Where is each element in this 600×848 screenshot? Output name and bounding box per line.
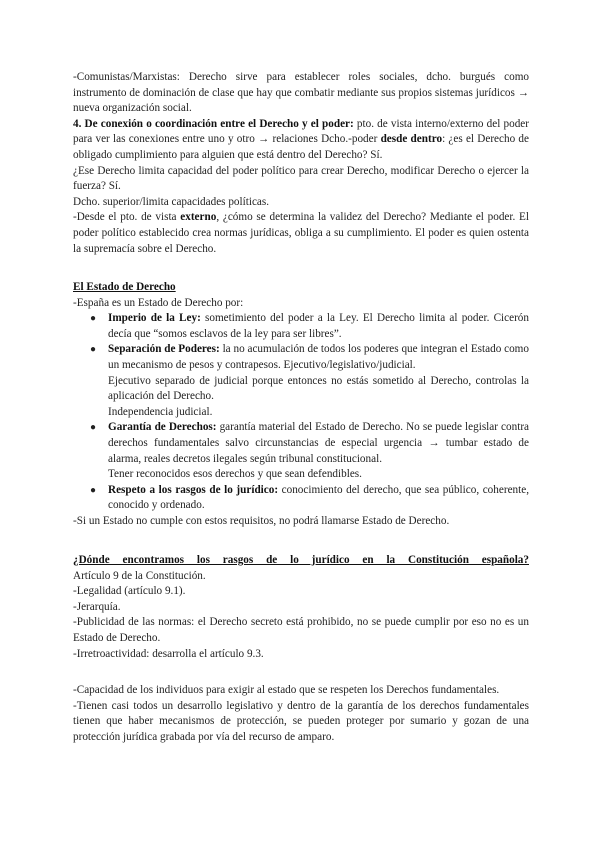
bullet-icon: ● — [90, 422, 97, 434]
constitucion-line: -Publicidad de las normas: el Derecho secreto está prohibido, no se puede cumplir por eso no es un Estado de Derecho. — [73, 616, 529, 644]
paragraph-externo — [73, 210, 529, 257]
lead-estado: -España es un Estado de Derecho por: — [73, 296, 244, 309]
item-text: conocimiento del derecho, que sea público, coherente, conocido y ordenado. — [108, 483, 529, 512]
final-section — [73, 683, 529, 745]
constitucion-line: -Irretroactividad: desarrolla el artículo 9.3. — [73, 647, 264, 660]
item-title: Separación de Poderes: — [108, 343, 220, 356]
text-externo-b: , ¿cómo se determina la validez del Derecho? Mediante el poder. El poder político establecido crea normas jurídicas, obliga a su cumplimiento. El poder es quien ostenta la supremacía sobre el Derecho. — [73, 211, 529, 255]
item-text: la no acumulación de todos los poderes que integran el Estado como un mecanismo de pesos y contrapesos. Ejecutivo/legislativo/judicial. — [108, 343, 529, 371]
estado-section — [73, 280, 529, 530]
text-externo-a: -Desde el pto. de vista — [73, 211, 181, 224]
text-conexion-a: pto. de vista interno/externo del poder para ver las conexiones entre uno y otro → relaciones Dcho.-poder — [73, 117, 529, 146]
paragraph-capacidad: -Capacidad de los individuos para exigir al estado que se respeten los Derechos fundamentales. — [73, 684, 500, 696]
item-title: Garantía de Derechos: — [108, 421, 217, 434]
estado-list — [73, 311, 529, 514]
item-title: Imperio de la Ley: — [108, 312, 201, 325]
list-item-continuation — [73, 374, 529, 421]
item-extra: Ejecutivo separado de judicial porque entonces no estás sometido al Derecho, controlas la aplicación del Derecho. — [108, 374, 529, 403]
paragraph-superior: Dcho. superior/limita capacidades políticas. — [73, 195, 270, 208]
item-text: garantía material del Estado de Derecho. No se puede legislar contra derechos fundamentales salvo circunstancias de especial urgencia → tumbar estado de alarma, reales decretos ilegales según tribunal constitucional. — [108, 421, 530, 465]
constitucion-section — [73, 553, 529, 662]
paragraph-limita: ¿Ese Derecho limita capacidad del poder político para crear Derecho, modificar Derecho o ejercer la fuerza? Sí. — [73, 164, 529, 193]
item-extra: Independencia judicial. — [108, 405, 213, 418]
list-item — [73, 311, 529, 342]
list-item-continuation — [73, 467, 529, 483]
heading-conexion: 4. De conexión o coordinación entre el Derecho y el poder: — [73, 117, 354, 130]
list-item — [73, 483, 529, 514]
list-item — [73, 420, 529, 467]
paragraph-desarrollo: -Tienen casi todos un desarrollo legislativo y dentro de la garantía de los derechos fundamentales tienen que haber mecanismos de protección, se pueden proteger por sumario y gozan de una protección jurídica grabada por vía del recurso de amparo. — [73, 699, 529, 743]
closing-estado: -Si un Estado no cumple con estos requisitos, no podrá llamarse Estado de Derecho. — [73, 514, 450, 527]
constitucion-line: Artículo 9 de la Constitución. — [73, 569, 206, 582]
intro-section — [73, 70, 529, 257]
constitucion-line: -Legalidad (artículo 9.1). — [73, 585, 186, 598]
heading-estado-derecho: El Estado de Derecho — [73, 281, 176, 293]
paragraph-marxistas: -Comunistas/Marxistas: Derecho sirve para establecer roles sociales, dcho. burgués como instrumento de dominación de clase que hay que combatir mediante sus propios sistemas jurídicos → nueva organización social. — [73, 71, 529, 115]
list-item — [73, 342, 529, 373]
bullet-icon: ● — [90, 484, 97, 496]
bold-desde-dentro: desde dentro — [380, 133, 443, 146]
heading-constitucion: ¿Dónde encontramos los rasgos de lo jurídico en la Constitución española? — [73, 554, 529, 566]
item-extra: Tener reconocidos esos derechos y que sean defendibles. — [108, 468, 362, 481]
item-title: Respeto a los rasgos de lo jurídico: — [108, 483, 279, 496]
text-conexion-b: : ¿es el Derecho de obligado cumplimiento para alguien que está dentro del Derecho? Sí. — [73, 133, 529, 161]
item-text: sometimiento del poder a la Ley. El Derecho limita al poder. Cicerón decía que “somos esclavos de la ley para ser libres”. — [108, 312, 529, 340]
constitucion-line: -Jerarquía. — [73, 600, 121, 613]
bold-externo: externo — [180, 211, 217, 224]
paragraph-conexion — [73, 117, 529, 164]
bullet-icon: ● — [90, 313, 97, 325]
bullet-icon: ● — [90, 344, 97, 356]
